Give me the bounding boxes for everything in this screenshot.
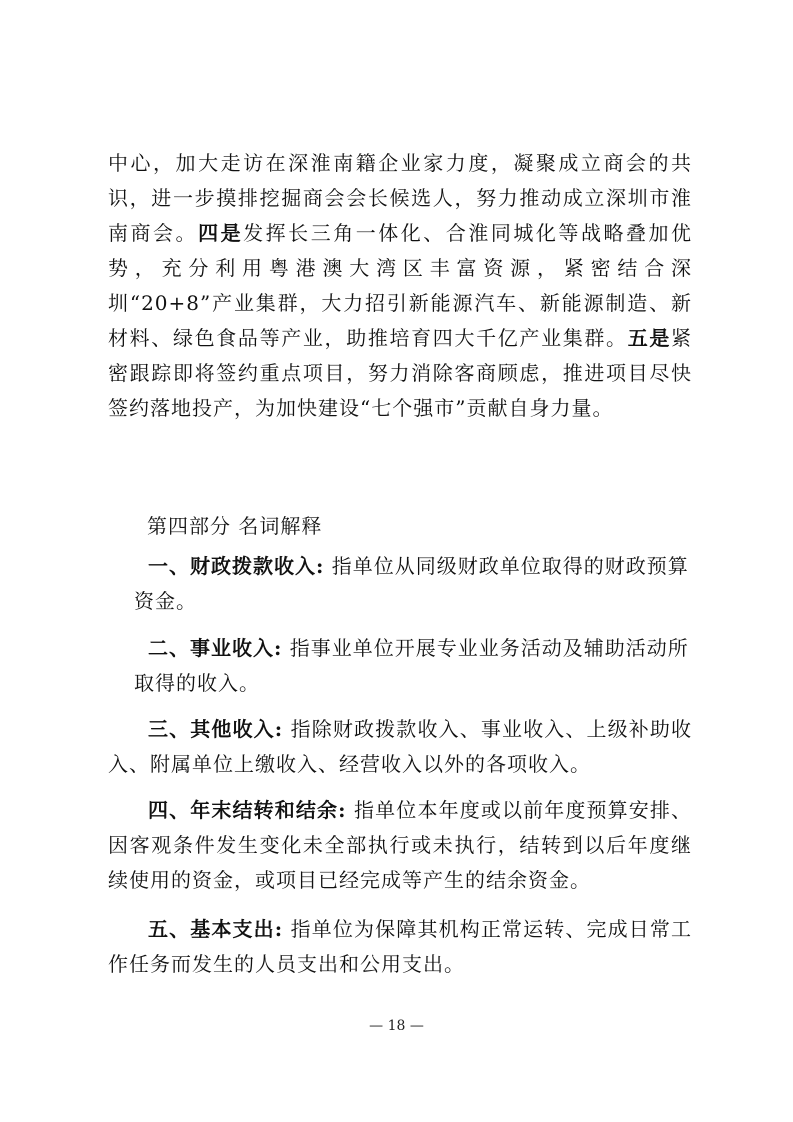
intro-bold-four: 四是 — [198, 221, 244, 245]
term-year-end-carryover — [108, 793, 692, 898]
intro-text-1: 中心，加大走访在深淮南籍企业家力度，凝聚成立商会的共识，进一步摸排挖掘商会会长候选人，努力推动成立深圳市淮南商会。 — [108, 151, 692, 245]
term-definition: 指事业单位开展专业业务活动及辅助活动所 — [282, 636, 689, 660]
intro-paragraph — [108, 146, 692, 426]
term-definition-continued: 资金。 — [134, 589, 197, 613]
intro-bold-five: 五是 — [627, 326, 672, 350]
intro-text-3: 紧密跟踪即将签约重点项目，努力消除客商顾虑，推进项目尽快签约落地投产，为加快建设“七个强市”贡献自身力量。 — [108, 326, 693, 420]
term-financial-appropriation — [108, 549, 692, 619]
page-number: — 18 — — [369, 1018, 424, 1034]
term-label: 三、其他收入: — [148, 717, 284, 741]
term-label: 二、事业收入: — [148, 636, 283, 660]
term-basic-expenditure — [108, 912, 692, 982]
term-business-income — [108, 631, 692, 701]
term-other-income — [108, 712, 692, 782]
term-label: 五、基本支出: — [148, 917, 284, 941]
intro-text-2: 发挥长三角一体化、合淮同城化等战略叠加优势，充分利用粤港澳大湾区丰富资源，紧密结合深圳“20+8”产业集群，大力招引新能源汽车、新能源制造、新材料、绿色食品等产业，助推培育四大千亿产业集群。 — [108, 221, 693, 350]
term-label: 一、财政拨款收入: — [148, 554, 325, 578]
term-definition-continued: 取得的收入。 — [134, 671, 260, 695]
term-definition: 指单位本年度或以前年度预算安排、因客观条件发生变化未全部执行或未执行，结转到以后年度继续使用的资金，或项目已经完成等产生的结余资金。 — [108, 798, 692, 892]
section-heading: 第四部分 名词解释 — [147, 514, 323, 538]
term-definition: 指除财政拨款收入、事业收入、上级补助收入、附属单位上缴收入、经营收入以外的各项收入。 — [108, 717, 692, 776]
term-label: 四、年末结转和结余: — [148, 798, 347, 822]
term-definition: 指单位为保障其机构正常运转、完成日常工作任务而发生的人员支出和公用支出。 — [108, 917, 692, 976]
term-definition: 指单位从同级财政单位取得的财政预算 — [324, 554, 689, 578]
